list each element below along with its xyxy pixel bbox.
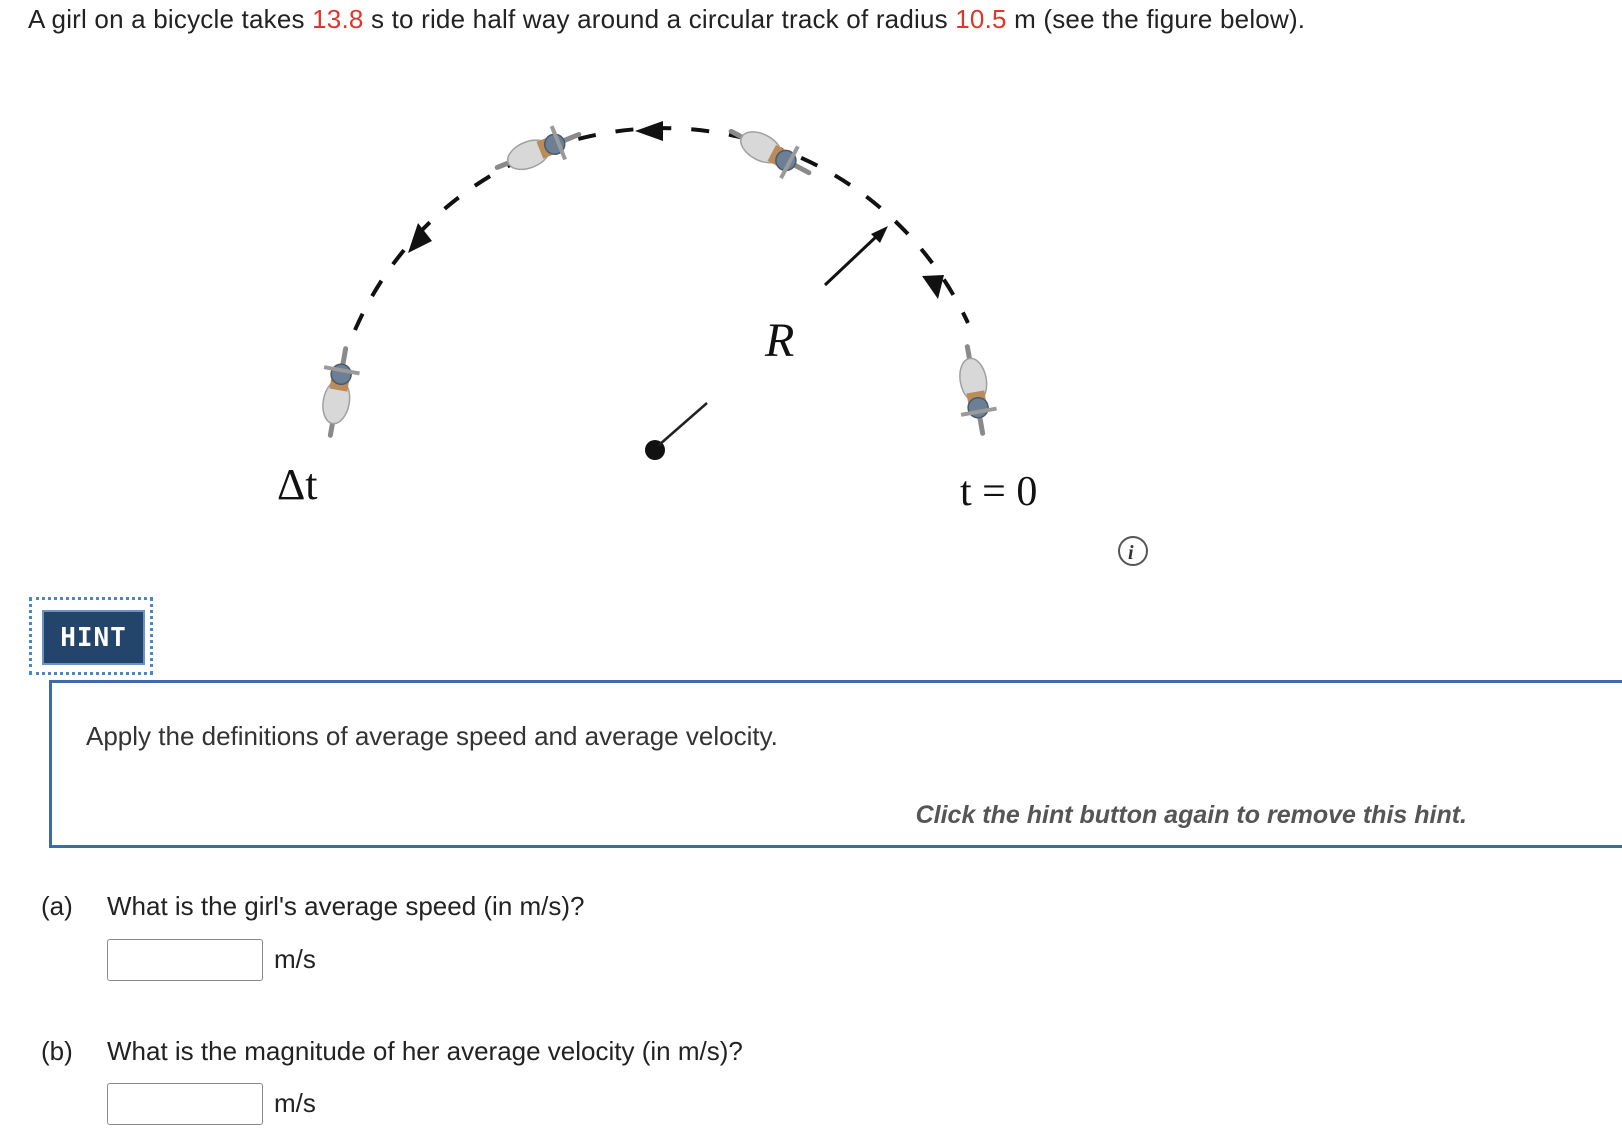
question-a-unit: m/s [274, 944, 316, 974]
hint-remove-note: Click the hint button again to remove this hint. [915, 801, 1467, 829]
arrowhead-right [922, 275, 944, 299]
radius-arrow [825, 235, 878, 285]
circular-track-figure [260, 95, 1160, 575]
arrowhead-left [635, 121, 663, 141]
question-b-unit: m/s [274, 1088, 316, 1118]
radius-label: R [765, 314, 795, 367]
bicycle-rider-icon [723, 115, 818, 188]
average-speed-input[interactable] [107, 939, 263, 981]
track-diagram [260, 95, 1160, 575]
radius-value: 10.5 [955, 4, 1007, 34]
bicycle-rider-icon [313, 346, 364, 439]
bicycle-rider-icon [950, 344, 1001, 437]
question-a-text: What is the girl's average speed (in m/s)? [107, 891, 585, 921]
problem-text-3: m (see the figure below). [1006, 4, 1306, 34]
average-velocity-input[interactable] [107, 1083, 263, 1125]
center-tick [659, 403, 707, 445]
info-icon[interactable] [1119, 537, 1147, 565]
t0-label: t = 0 [960, 469, 1038, 515]
hint-focus-ring [29, 597, 153, 675]
hint-text: Apply the definitions of average speed and average velocity. [86, 721, 778, 751]
bicycle-rider-icon [490, 118, 585, 184]
svg-text:i: i [1128, 542, 1134, 564]
time-value: 13.8 [312, 4, 364, 34]
question-b-label: (b) [41, 1036, 73, 1066]
delta-t-label: Δt [277, 460, 318, 509]
hint-panel [49, 680, 1622, 848]
hint-button[interactable]: HINT [42, 610, 145, 665]
problem-text-2: s to ride half way around a circular track of radius [363, 4, 956, 34]
arrowhead-upper-left [408, 223, 432, 253]
track-arc [355, 128, 968, 330]
problem-text-1: A girl on a bicycle takes [28, 4, 313, 34]
question-b-text: What is the magnitude of her average velocity (in m/s)? [107, 1036, 743, 1066]
problem-statement [28, 4, 1305, 35]
question-a-label: (a) [41, 891, 73, 921]
